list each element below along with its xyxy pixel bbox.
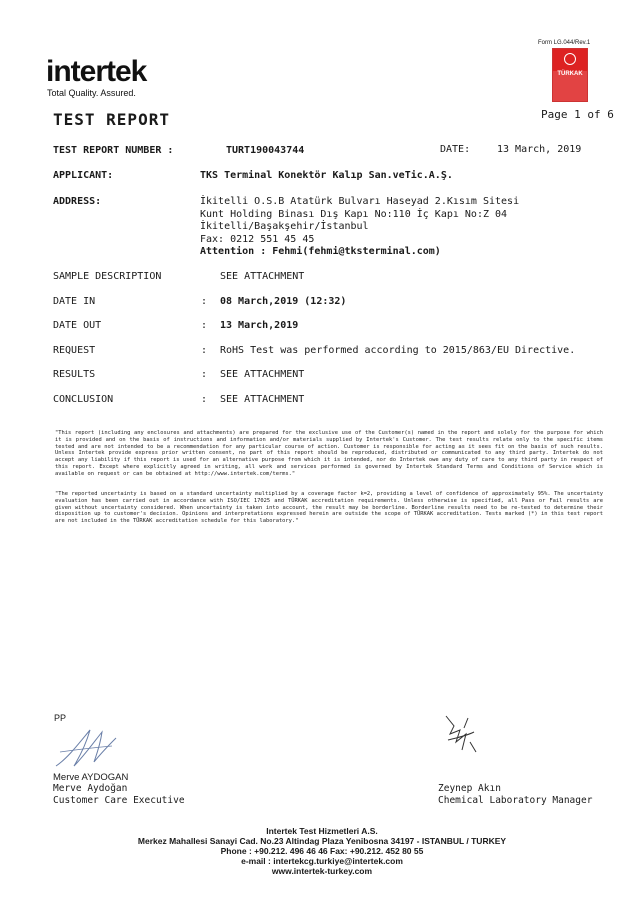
disclaimer-paragraph-1: "This report (including any enclosures and attachments) are prepared for the exclusive use of the Customer(s) named in the report and solely for the purpose for which it is provided and on the basis of instructions and information and/or materials supplied by Intertek's Customer. The test results relate only to the specific items tested and are not intended to be a recommendation for any particular course of action. Customer is responsible for acting as it sees fit on the basis of such results. Unless Intertek provide express prior written consent, no part of this report should be reproduced, distributed or communicated to any third party. Intertek do not accept any liability if this report is used for an alternative purpose from which it is intended, nor do Intertek owe any duty of care to any third party in respect of this report. Except where explicitly agreed in writing, all work and services performed is governed by Intertek Standard Terms and Conditions of Service which is available on request or can be obtained at http://www.intertek.com/terms." (55, 430, 603, 477)
intertek-logo: intertek (46, 55, 147, 88)
date-label: DATE: (440, 144, 471, 155)
turkak-accreditation-logo (552, 48, 588, 102)
applicant-label: APPLICANT: (53, 170, 114, 181)
field-colon: : (201, 369, 208, 380)
attention-line: Attention : Fehmi(fehmi@tksterminal.com) (200, 246, 441, 257)
form-number: Form LG.044/Rev.1 (538, 40, 591, 46)
logo-tagline: Total Quality. Assured. (47, 88, 136, 98)
field-colon: : (201, 296, 208, 307)
conclusion-label: CONCLUSION (53, 394, 114, 405)
date-out-label: DATE OUT (53, 320, 102, 331)
request-label: REQUEST (53, 345, 96, 356)
applicant-value: TKS Terminal Konektör Kalıp San.veTic.A.Ş. (200, 170, 453, 181)
address-block (200, 196, 519, 259)
footer-company: Intertek Test Hizmetleri A.S. (266, 826, 378, 836)
left-signer-print-name: Merve AYDOGAN (53, 772, 129, 783)
date-in-label: DATE IN (53, 296, 96, 307)
left-signature-image (50, 722, 122, 774)
date-value: 13 March, 2019 (497, 144, 582, 155)
report-title: TEST REPORT (53, 110, 170, 129)
left-signer-title: Customer Care Executive (53, 795, 185, 806)
field-colon: : (201, 345, 208, 356)
disclaimer-paragraph-2: "The reported uncertainty is based on a standard uncertainty multiplied by a coverage factor k=2, providing a level of confidence of approximately 95%. The uncertainty evaluation has been carried out in accordance with ISO/IEC 17025 and TÜRKAK accreditation requirements. Unless otherwise is specified, all Pass or Fail results are given without uncertainty considered. When uncertainty is taken into account, the result may be borderline. Borderline results need to be re-tested to determine their disposition up to customer's decision. Opinions and interpretations expressed herein are outside the scope of TÜRKAK accreditation. Tests marked (*) in this test report are not included in the TÜRKAK accreditation schedule for this laboratory." (55, 491, 603, 525)
address-line: İkitelli O.S.B Atatürk Bulvarı Haseyad 2.Kısım Sitesi (200, 196, 520, 207)
sample-description-label: SAMPLE DESCRIPTION (53, 271, 162, 282)
address-line: İkitelli/Başakşehir/İstanbul (200, 221, 369, 232)
turkak-logo-text: TÜRKAK (557, 71, 583, 77)
address-label: ADDRESS: (53, 196, 102, 207)
request-value: RoHS Test was performed according to 2015/863/EU Directive. (220, 345, 576, 356)
footer-phone: Phone : +90.212. 496 46 46 Fax: +90.212. 452 80 55 (220, 846, 424, 856)
date-in-value: 08 March,2019 (12:32) (220, 296, 347, 307)
conclusion-value: SEE ATTACHMENT (220, 394, 305, 405)
address-line: Fax: 0212 551 45 45 (200, 233, 315, 245)
right-signer-title: Chemical Laboratory Manager (438, 795, 593, 806)
pp-initials: PP (54, 713, 67, 723)
report-number-value: TURT190043744 (226, 145, 305, 156)
left-signer-name: Merve Aydoğan (53, 783, 128, 794)
results-value: SEE ATTACHMENT (220, 369, 305, 380)
right-signer-name: Zeynep Akın (438, 783, 501, 794)
footer-address: Merkez Mahallesi Sanayi Cad. No.23 Altindag Plaza Yenibosna 34197 - ISTANBUL / TURKEY (137, 836, 507, 846)
page-indicator: Page 1 of 6 (541, 108, 614, 121)
report-number-label: TEST REPORT NUMBER : (53, 145, 174, 156)
footer-website: www.intertek-turkey.com (271, 866, 373, 876)
footer-email: e-mail : intertekcg.turkiye@intertek.com (241, 856, 403, 866)
date-out-value: 13 March,2019 (220, 320, 299, 331)
field-colon: : (201, 394, 208, 405)
address-line: Kunt Holding Binası Dış Kapı No:110 İç Kapı No:Z 04 (200, 208, 508, 220)
right-signature-image (440, 712, 482, 756)
sample-description-value: SEE ATTACHMENT (220, 271, 305, 282)
results-label: RESULTS (53, 369, 96, 380)
field-colon: : (201, 320, 208, 331)
